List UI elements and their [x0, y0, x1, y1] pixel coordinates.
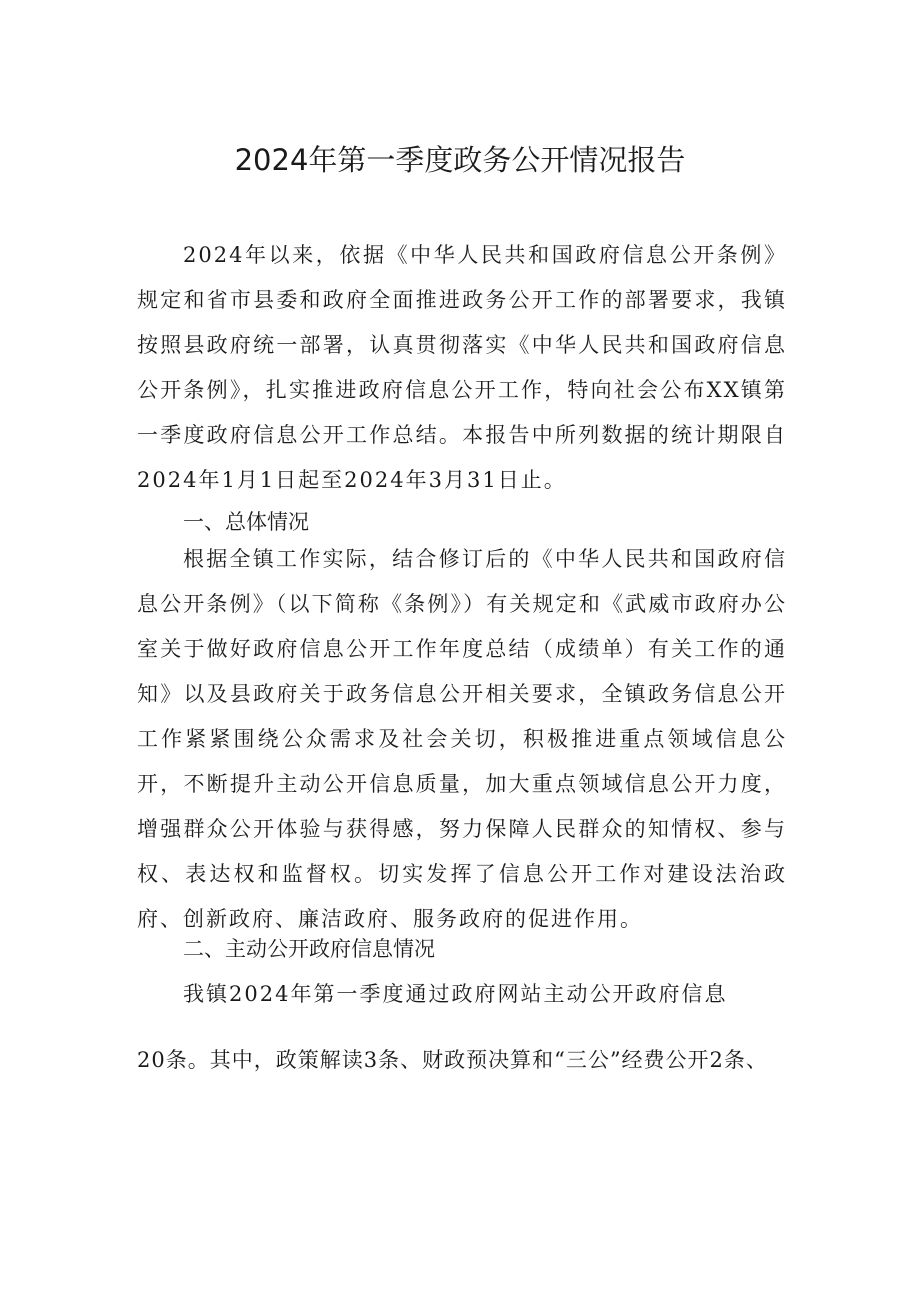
section-heading-proactive-disclosure: 二、主动公开政府信息情况	[183, 937, 435, 961]
document-title: 2024年第一季度政务公开情况报告	[234, 143, 686, 177]
proactive-disclosure-line-1: 我镇2024年第一季度通过政府网站主动公开政府信息	[183, 982, 728, 1006]
section-heading-overall: 一、总体情况	[183, 510, 309, 534]
proactive-disclosure-line-2: 20条。其中，政策解读3条、财政预决算和“三公”经费公开2条、	[137, 1048, 768, 1072]
intro-paragraph: 2024年以来，依据《中华人民共和国政府信息公开条例》规定和省市县委和政府全面推进政务公开工作的部署要求，我镇按照县政府统一部署，认真贯彻落实《中华人民共和国政府信息公开条例》，扎实推进政府信息公开工作，特向社会公布XX镇第一季度政府信息公开工作总结。本报告中所列数据的统计期限自2024年1月1日起至2024年3月31日止。	[137, 243, 787, 492]
overall-paragraph: 根据全镇工作实际，结合修订后的《中华人民共和国政府信息公开条例》（以下简称《条例》）有关规定和《武威市政府办公室关于做好政府信息公开工作年度总结（成绩单）有关工作的通知》以及县政府关于政务信息公开相关要求，全镇政务信息公开工作紧紧围绕公众需求及社会关切，积极推进重点领域信息公开，不断提升主动公开信息质量，加大重点领域信息公开力度，增强群众公开体验与获得感，努力保障人民群众的知情权、参与权、表达权和监督权。切实发挥了信息公开工作对建设法治政府、创新政府、廉洁政府、服务政府的促进作用。	[137, 547, 787, 931]
